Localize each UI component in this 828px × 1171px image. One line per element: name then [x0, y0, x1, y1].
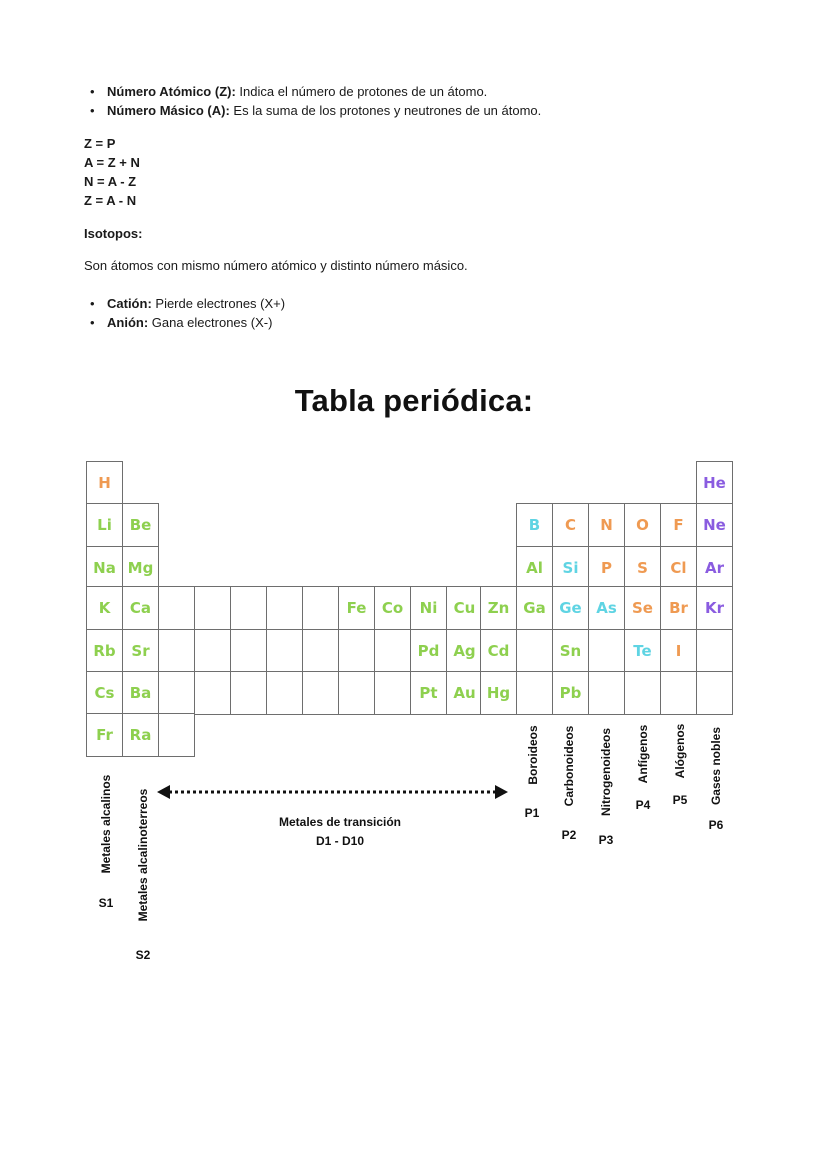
group-code-s2: S2 — [135, 948, 151, 962]
empty-cell — [194, 629, 231, 673]
group-code-p4: P4 — [635, 798, 651, 812]
element-cell-cu: Cu — [446, 586, 483, 630]
description: Es la suma de los protones y neutrones de un átomo. — [229, 103, 542, 118]
table-title: Tabla periódica: — [294, 383, 534, 418]
element-cell-sn: Sn — [552, 629, 589, 673]
element-cell-pd: Pd — [410, 629, 447, 673]
empty-cell — [158, 629, 195, 673]
element-cell-o: O — [624, 503, 661, 547]
ions-list — [84, 294, 285, 332]
group-label-p6: Gases nobles — [709, 726, 723, 806]
element-cell-se: Se — [624, 586, 661, 630]
element-cell-au: Au — [446, 671, 483, 715]
element-cell-ne: Ne — [696, 503, 733, 547]
isotopes-heading: Isotopos: — [84, 226, 143, 241]
group-label-s1: Metales alcalinos — [99, 774, 113, 874]
term: Catión: — [107, 296, 152, 311]
empty-cell — [516, 671, 553, 715]
element-cell-p: P — [588, 546, 625, 590]
element-cell-kr: Kr — [696, 586, 733, 630]
transition-name: Metales de transición — [278, 815, 402, 829]
element-cell-rb: Rb — [86, 629, 123, 673]
empty-cell — [302, 671, 339, 715]
element-cell-zn: Zn — [480, 586, 517, 630]
element-cell-n: N — [588, 503, 625, 547]
empty-cell — [624, 671, 661, 715]
element-cell-br: Br — [660, 586, 697, 630]
element-cell-h: H — [86, 461, 123, 505]
element-cell-b: B — [516, 503, 553, 547]
group-code-p2: P2 — [561, 828, 577, 842]
empty-cell — [230, 629, 267, 673]
empty-cell — [338, 671, 375, 715]
element-cell-te: Te — [624, 629, 661, 673]
empty-cell — [374, 629, 411, 673]
formula-a: A = Z + N — [84, 155, 140, 170]
group-label-p5: Alógenos — [673, 723, 687, 779]
empty-cell — [302, 629, 339, 673]
empty-cell — [266, 671, 303, 715]
element-cell-he: He — [696, 461, 733, 505]
element-cell-c: C — [552, 503, 589, 547]
element-cell-be: Be — [122, 503, 159, 547]
empty-cell — [158, 713, 195, 757]
element-cell-ba: Ba — [122, 671, 159, 715]
element-cell-ag: Ag — [446, 629, 483, 673]
description: Indica el número de protones de un átomo. — [235, 84, 488, 99]
group-code-p3: P3 — [598, 833, 614, 847]
formula-n: N = A - Z — [84, 174, 137, 189]
list-item — [84, 82, 541, 101]
description: Pierde electrones (X+) — [151, 296, 286, 311]
empty-cell — [516, 629, 553, 673]
formula-z: Z = P — [84, 136, 116, 151]
group-code-p5: P5 — [672, 793, 688, 807]
element-cell-as: As — [588, 586, 625, 630]
empty-cell — [194, 671, 231, 715]
element-cell-fr: Fr — [86, 713, 123, 757]
empty-cell — [158, 671, 195, 715]
transition-code: D1 - D10 — [315, 834, 365, 848]
element-cell-sr: Sr — [122, 629, 159, 673]
element-cell-k: K — [86, 586, 123, 630]
element-cell-si: Si — [552, 546, 589, 590]
empty-cell — [230, 586, 267, 630]
empty-cell — [266, 629, 303, 673]
element-cell-cl: Cl — [660, 546, 697, 590]
empty-cell — [158, 586, 195, 630]
group-code-s1: S1 — [98, 896, 114, 910]
group-label-p2: Carbonoideos — [562, 725, 576, 807]
description: Gana electrones (X-) — [148, 315, 273, 330]
element-cell-fe: Fe — [338, 586, 375, 630]
empty-cell — [696, 629, 733, 673]
group-label-p4: Anfígenos — [636, 724, 650, 784]
term: Anión: — [107, 315, 149, 330]
empty-cell — [588, 629, 625, 673]
group-label-p3: Nitrogenoideos — [599, 727, 613, 817]
element-cell-f: F — [660, 503, 697, 547]
list-item — [84, 294, 285, 313]
empty-cell — [588, 671, 625, 715]
term: Número Másico (A): — [107, 103, 230, 118]
element-cell-hg: Hg — [480, 671, 517, 715]
element-cell-al: Al — [516, 546, 553, 590]
group-label-s2: Metales alcalinoterreos — [136, 788, 150, 922]
term: Número Atómico (Z): — [107, 84, 236, 99]
isotopes-text: Son átomos con mismo número atómico y distinto número másico. — [84, 258, 468, 273]
empty-cell — [194, 586, 231, 630]
empty-cell — [302, 586, 339, 630]
list-item — [84, 313, 285, 332]
element-cell-cd: Cd — [480, 629, 517, 673]
empty-cell — [660, 671, 697, 715]
element-cell-pb: Pb — [552, 671, 589, 715]
element-cell-ra: Ra — [122, 713, 159, 757]
element-cell-ca: Ca — [122, 586, 159, 630]
definitions-list — [84, 82, 541, 120]
element-cell-li: Li — [86, 503, 123, 547]
element-cell-ga: Ga — [516, 586, 553, 630]
element-cell-co: Co — [374, 586, 411, 630]
empty-cell — [696, 671, 733, 715]
transition-arrow-icon — [155, 782, 510, 802]
element-cell-s: S — [624, 546, 661, 590]
empty-cell — [338, 629, 375, 673]
list-item — [84, 101, 541, 120]
element-cell-ni: Ni — [410, 586, 447, 630]
empty-cell — [266, 586, 303, 630]
group-label-p1: Boroideos — [526, 725, 540, 785]
empty-cell — [230, 671, 267, 715]
element-cell-pt: Pt — [410, 671, 447, 715]
formula-z2: Z = A - N — [84, 193, 137, 208]
element-cell-cs: Cs — [86, 671, 123, 715]
element-cell-i: I — [660, 629, 697, 673]
element-cell-mg: Mg — [122, 546, 159, 590]
element-cell-na: Na — [86, 546, 123, 590]
transition-label — [279, 813, 401, 851]
element-cell-ar: Ar — [696, 546, 733, 590]
group-code-p6: P6 — [708, 818, 724, 832]
group-code-p1: P1 — [524, 806, 540, 820]
element-cell-ge: Ge — [552, 586, 589, 630]
empty-cell — [374, 671, 411, 715]
